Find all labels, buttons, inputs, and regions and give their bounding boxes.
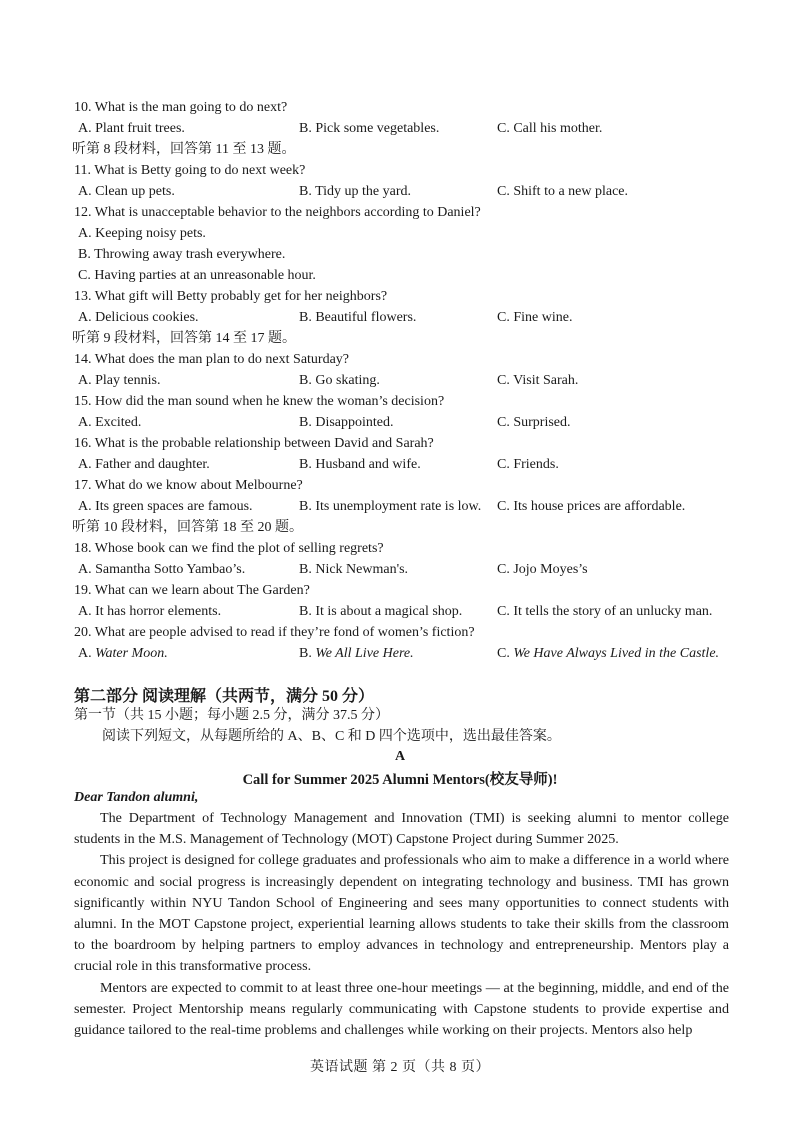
question-19: 19. What can we learn about The Garden? xyxy=(74,583,310,598)
paragraph-3: Mentors are expected to commit to at least three one-hour meetings — at the beginning, middle, and end of the semester. Project Mentorship means regularly communicating with Capstone students to provide expertise and guidance tailored to the real-time problems and challenges while working on their projects. Mentors also help xyxy=(74,979,729,1039)
question-20: 20. What are people advised to read if they’re fond of women’s fiction? xyxy=(74,625,475,640)
q20-option-b xyxy=(299,645,414,663)
salutation: Dear Tandon alumni, xyxy=(74,790,199,805)
q14-option-b: B. Go skating. xyxy=(299,373,380,388)
q20-option-c-title: We Have Always Lived in the Castle. xyxy=(513,646,720,661)
question-11: 11. What is Betty going to do next week? xyxy=(74,163,306,178)
reading-instruction: 阅读下列短文，从每题所给的 A、B、C 和 D 四个选项中，选出最佳答案。 xyxy=(102,729,561,744)
q13-option-a: A. Delicious cookies. xyxy=(78,310,199,325)
q20-option-c-prefix: C. xyxy=(497,646,514,661)
q17-option-a: A. Its green spaces are famous. xyxy=(78,499,253,514)
q20-option-c xyxy=(497,645,719,663)
question-15: 15. How did the man sound when he knew the woman’s decision? xyxy=(74,394,445,409)
q11-option-c: C. Shift to a new place. xyxy=(497,184,629,199)
q18-option-b: B. Nick Newman's. xyxy=(299,562,409,577)
question-12: 12. What is unacceptable behavior to the neighbors according to Daniel? xyxy=(74,205,481,220)
listening-note-9: 听第 9 段材料，回答第 14 至 17 题。 xyxy=(72,331,296,346)
q16-option-b: B. Husband and wife. xyxy=(299,457,421,472)
q13-option-c: C. Fine wine. xyxy=(497,310,573,325)
q14-option-a: A. Play tennis. xyxy=(78,373,161,388)
q18-option-c: C. Jojo Moyes’s xyxy=(497,562,588,577)
q13-option-b: B. Beautiful flowers. xyxy=(299,310,417,325)
q19-option-b: B. It is about a magical shop. xyxy=(299,604,463,619)
q14-option-c: C. Visit Sarah. xyxy=(497,373,579,388)
q15-option-b: B. Disappointed. xyxy=(299,415,394,430)
question-18: 18. Whose book can we find the plot of selling regrets? xyxy=(74,541,384,556)
listening-note-8: 听第 8 段材料，回答第 11 至 13 题。 xyxy=(72,142,296,157)
q11-option-b: B. Tidy up the yard. xyxy=(299,184,412,199)
q20-option-b-prefix: B. xyxy=(299,646,316,661)
q19-option-c: C. It tells the story of an unlucky man. xyxy=(497,604,713,619)
q20-option-a xyxy=(78,645,168,663)
q15-option-a: A. Excited. xyxy=(78,415,142,430)
q11-option-a: A. Clean up pets. xyxy=(78,184,175,199)
section-one-note: 第一节（共 15 小题；每小题 2.5 分，满分 37.5 分） xyxy=(74,708,389,723)
q12-option-c: C. Having parties at an unreasonable hour. xyxy=(78,268,316,283)
passage-title: Call for Summer 2025 Alumni Mentors(校友导师)! xyxy=(242,772,558,788)
question-10: 10. What is the man going to do next? xyxy=(74,100,288,115)
q10-option-a: A. Plant fruit trees. xyxy=(78,121,185,136)
q20-option-b-title: We All Live Here. xyxy=(315,646,414,661)
question-17: 17. What do we know about Melbourne? xyxy=(74,478,303,493)
q12-option-a: A. Keeping noisy pets. xyxy=(78,226,206,241)
paragraph-1: The Department of Technology Management and Innovation (TMI) is seeking alumni to mentor college students in the M.S. Management of Technology (MOT) Capstone Project during Summer 2025. xyxy=(74,810,729,848)
q10-option-b: B. Pick some vegetables. xyxy=(299,121,440,136)
passage-body xyxy=(74,808,729,1041)
q18-option-a: A. Samantha Sotto Yambao’s. xyxy=(78,562,246,577)
q10-option-c: C. Call his mother. xyxy=(497,121,603,136)
q17-option-c: C. Its house prices are affordable. xyxy=(497,499,686,514)
q20-option-a-title: Water Moon. xyxy=(95,646,168,661)
q19-option-a: A. It has horror elements. xyxy=(78,604,222,619)
part-two-title: 第二部分 阅读理解（共两节，满分 50 分） xyxy=(74,688,375,705)
question-16: 16. What is the probable relationship between David and Sarah? xyxy=(74,436,434,451)
page-footer: 英语试题 第 2 页（共 8 页） xyxy=(310,1060,490,1075)
paragraph-2: This project is designed for college graduates and professionals who aim to make a difference in a world where economic and social progress is increasingly dependent on integrating technology and business. TMI has grown significantly within NYU Tandon School of Engineering and sees many opportunities to connect students with alumni. In the MOT Capstone project, experiential learning allows students to take their skills from the classroom to the boardroom by helping partners to employ advances in technology and entrepreneurship. Mentors play a crucial role in this transformative process. xyxy=(74,852,729,975)
q17-option-b: B. Its unemployment rate is low. xyxy=(299,499,482,514)
question-14: 14. What does the man plan to do next Saturday? xyxy=(74,352,350,367)
q12-option-b: B. Throwing away trash everywhere. xyxy=(78,247,286,262)
passage-letter: A xyxy=(394,749,406,764)
question-13: 13. What gift will Betty probably get for her neighbors? xyxy=(74,289,388,304)
q16-option-c: C. Friends. xyxy=(497,457,559,472)
q20-option-a-prefix: A. xyxy=(78,646,96,661)
q16-option-a: A. Father and daughter. xyxy=(78,457,210,472)
listening-note-10: 听第 10 段材料，回答第 18 至 20 题。 xyxy=(72,520,303,535)
q15-option-c: C. Surprised. xyxy=(497,415,571,430)
